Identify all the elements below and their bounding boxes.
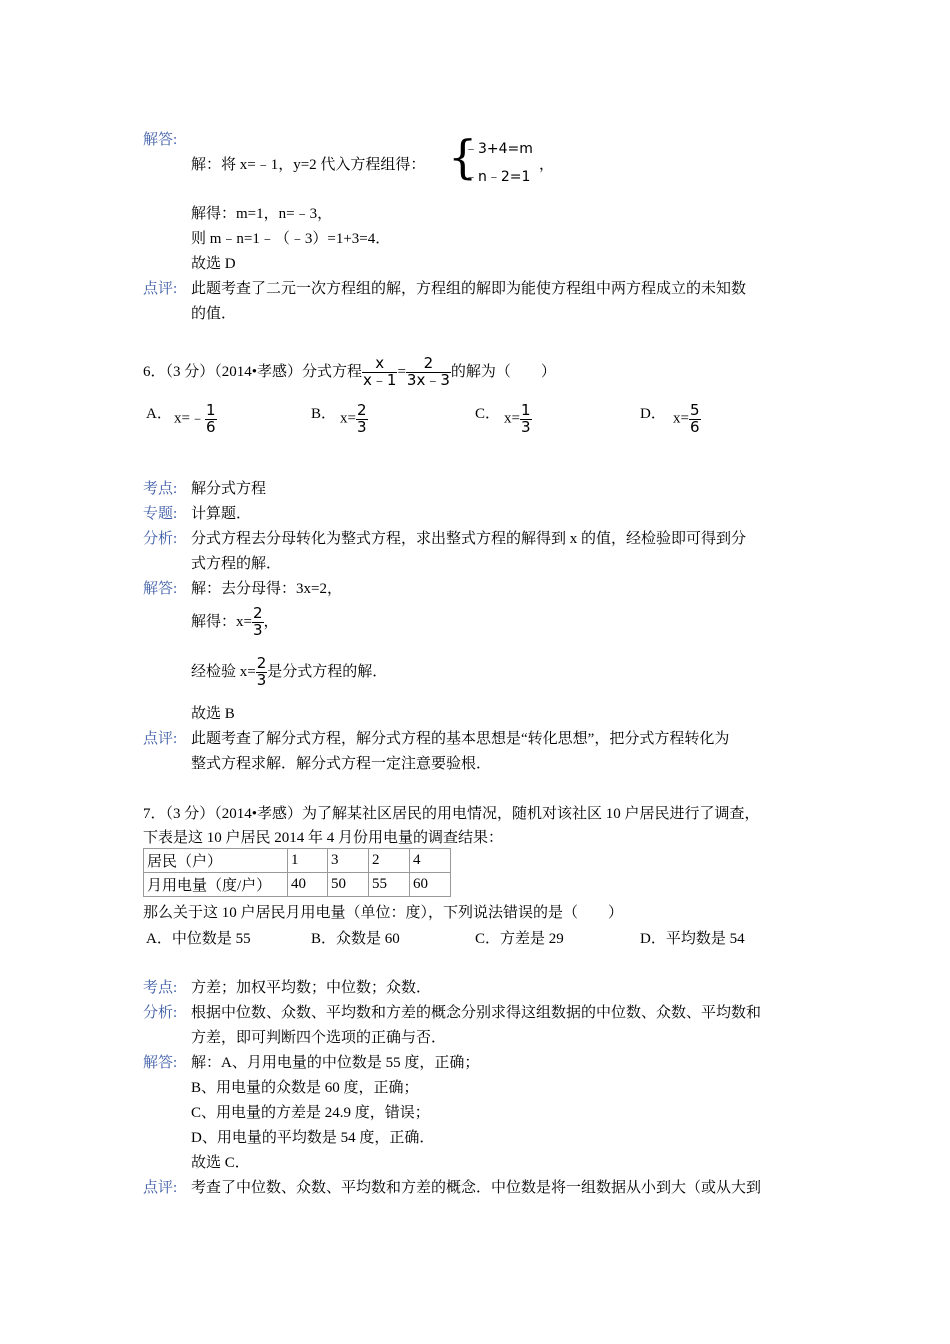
q5-solution-line2: 解得：m=1，n=﹣3，: [191, 206, 333, 222]
q7-answer-line5: 故选 C．: [191, 1155, 250, 1171]
q6-lhs-fraction: [362, 356, 397, 389]
q6-option-d-letter: D．: [640, 406, 666, 422]
q7-option-d: D．平均数是 54: [640, 931, 745, 947]
analysis-label: 分析:: [143, 1005, 178, 1021]
point-label: 考点:: [143, 481, 178, 497]
q7-answer-line1: 解：A、月用电量的中位数是 55 度，正确；: [191, 1055, 480, 1071]
q6-stem-suffix: 的解为（ ）: [450, 364, 556, 380]
q6-rhs-denominator: 3x﹣3: [406, 371, 450, 390]
q5-solution-line1: [191, 153, 425, 174]
q7-analysis-line2: 方差，即可判断四个选项的正确与否．: [191, 1030, 447, 1046]
q6-lhs-numerator: x: [362, 356, 397, 373]
q6-option-d-num: 5: [689, 401, 700, 419]
q7-point: 方差；加权平均数；中位数；众数．: [191, 980, 432, 996]
q6-option-b-den: 3: [356, 417, 367, 436]
table-cell: 50: [328, 873, 369, 897]
q6-option-d-prefix: x=: [673, 410, 689, 427]
q5-line1-suffix: ，: [539, 157, 555, 173]
q6-answer-line3-fraction: [256, 656, 268, 689]
q6-answer-line2: [191, 602, 279, 642]
q6-equals: =: [397, 364, 406, 380]
q6-answer-line3-prefix: 经检验 x=: [191, 664, 256, 680]
q5-solution-line4: 故选 D: [191, 256, 236, 272]
q6-topic: 计算题．: [191, 506, 252, 522]
q6-option-b-fraction: [356, 403, 368, 436]
q6-option-a-num: 1: [205, 401, 216, 419]
q6-answer-line3-num: 2: [256, 654, 267, 673]
q6-point: 解分式方程: [191, 481, 267, 497]
table-cell: 1: [288, 849, 328, 873]
q6-option-a-den: 6: [205, 417, 216, 436]
comment-label: 点评:: [143, 281, 178, 297]
q7-comment-line1: 考查了中位数、众数、平均数和方差的概念．中位数是将一组数据从小到大（或从大到: [191, 1180, 762, 1196]
q6-comment-line2: 整式方程求解．解分式方程一定注意要验根．: [191, 756, 492, 772]
table-row: [144, 873, 451, 897]
q6-stem: [143, 352, 556, 392]
table-cell: 居民（户）: [144, 849, 288, 873]
q6-answer-line4: 故选 B: [191, 706, 235, 722]
q6-option-b-letter: B．: [311, 406, 337, 422]
q6-option-b-prefix: x=: [340, 410, 356, 427]
electricity-table: [143, 848, 451, 897]
q7-answer-line3: C、用电量的方差是 24.9 度，错误；: [191, 1105, 430, 1121]
answer-label: 解答:: [143, 581, 178, 597]
q7-analysis-line1: 根据中位数、众数、平均数和方差的概念分别求得这组数据的中位数、众数、平均数和: [191, 1005, 762, 1021]
topic-label: 专题:: [143, 506, 178, 522]
q7-answer-line4: D、用电量的平均数是 54 度，正确．: [191, 1130, 435, 1146]
q6-option-c: [504, 403, 532, 436]
table-cell: 55: [369, 873, 410, 897]
q5-comment-line2: 的值．: [191, 306, 237, 322]
q6-option-b-num: 2: [356, 401, 367, 419]
q6-comment-line1: 此题考查了解分式方程，解分式方程的基本思想是“转化思想”，把分式方程转化为: [191, 731, 730, 747]
table-cell: 2: [369, 849, 410, 873]
q6-answer-line2-suffix: ，: [263, 614, 279, 630]
table-cell: 40: [288, 873, 328, 897]
q6-option-c-num: 1: [520, 401, 531, 419]
q7-option-b: B．众数是 60: [311, 931, 400, 947]
q6-option-c-fraction: [520, 403, 532, 436]
q6-option-a-prefix: x=﹣: [174, 410, 205, 427]
q6-answer-line2-num: 2: [252, 604, 263, 623]
table-cell: 月用电量（度/户）: [144, 873, 288, 897]
q6-answer-line3-suffix: 是分式方程的解．: [267, 664, 388, 680]
answer-label: 解答:: [143, 1055, 178, 1071]
q6-option-c-letter: C．: [475, 406, 501, 422]
q6-option-c-prefix: x=: [504, 410, 520, 427]
q5-eq1: ﹣3+4=m: [464, 141, 533, 157]
q6-option-a: [174, 403, 217, 436]
q6-option-d-fraction: [689, 403, 701, 436]
q6-analysis-line1: 分式方程去分母转化为整式方程，求出整式方程的解得到 x 的值，经检验即可得到分: [191, 531, 747, 547]
q5-comment-line1: 此题考查了二元一次方程组的解，方程组的解即为能使方程组中两方程成立的未知数: [191, 281, 747, 297]
q7-stem-line1: 7．（3 分）（2014•孝感）为了解某社区居民的用电情况，随机对该社区 10 户居民进行了调查，: [143, 806, 760, 822]
table-cell: 3: [328, 849, 369, 873]
comment-label: 点评:: [143, 1180, 178, 1196]
q6-answer-line2-prefix: 解得：x=: [191, 614, 252, 630]
q7-option-c: C．方差是 29: [475, 931, 564, 947]
q6-answer-line3-den: 3: [256, 671, 267, 690]
table-cell: 4: [410, 849, 451, 873]
q6-lhs-denominator: x﹣1: [363, 371, 397, 390]
q5-line1-prefix: 解：将 x=﹣1，y=2 代入方程组得：: [191, 157, 426, 173]
q6-option-d: [673, 403, 701, 436]
q6-rhs-fraction: [406, 356, 451, 389]
q6-option-a-fraction: [205, 403, 217, 436]
q6-answer-line2-den: 3: [252, 621, 263, 640]
q6-option-d-den: 6: [689, 417, 700, 436]
q5-eq2: ﹣n﹣2=1: [464, 169, 531, 185]
q6-option-a-letter: A．: [146, 406, 172, 422]
table-cell: 60: [410, 873, 451, 897]
q6-stem-prefix: 6．（3 分）（2014•孝感）分式方程: [143, 364, 363, 380]
q6-answer-line1: 解：去分母得：3x=2，: [191, 581, 342, 597]
q7-question: 那么关于这 10 户居民月用电量（单位：度），下列说法错误的是（ ）: [143, 905, 624, 921]
q5-solution-line3: 则 m﹣n=1﹣（﹣3）=1+3=4．: [191, 231, 391, 247]
q7-option-a: A．中位数是 55: [146, 931, 251, 947]
answer-label: 解答:: [143, 132, 178, 148]
q7-stem-line2: 下表是这 10 户居民 2014 年 4 月份用电量的调查结果：: [143, 830, 504, 846]
q7-answer-line2: B、用电量的众数是 60 度，正确；: [191, 1080, 419, 1096]
point-label: 考点:: [143, 980, 178, 996]
q6-rhs-numerator: 2: [406, 356, 451, 373]
equation-system-brace: {: [448, 130, 478, 184]
q6-answer-line2-fraction: [252, 606, 264, 639]
comment-label: 点评:: [143, 731, 178, 747]
q6-option-c-den: 3: [520, 417, 531, 436]
table-row: [144, 849, 451, 873]
q6-option-b: [340, 403, 368, 436]
q6-analysis-line2: 式方程的解．: [191, 556, 282, 572]
q6-answer-line3: [191, 652, 387, 692]
analysis-label: 分析:: [143, 531, 178, 547]
